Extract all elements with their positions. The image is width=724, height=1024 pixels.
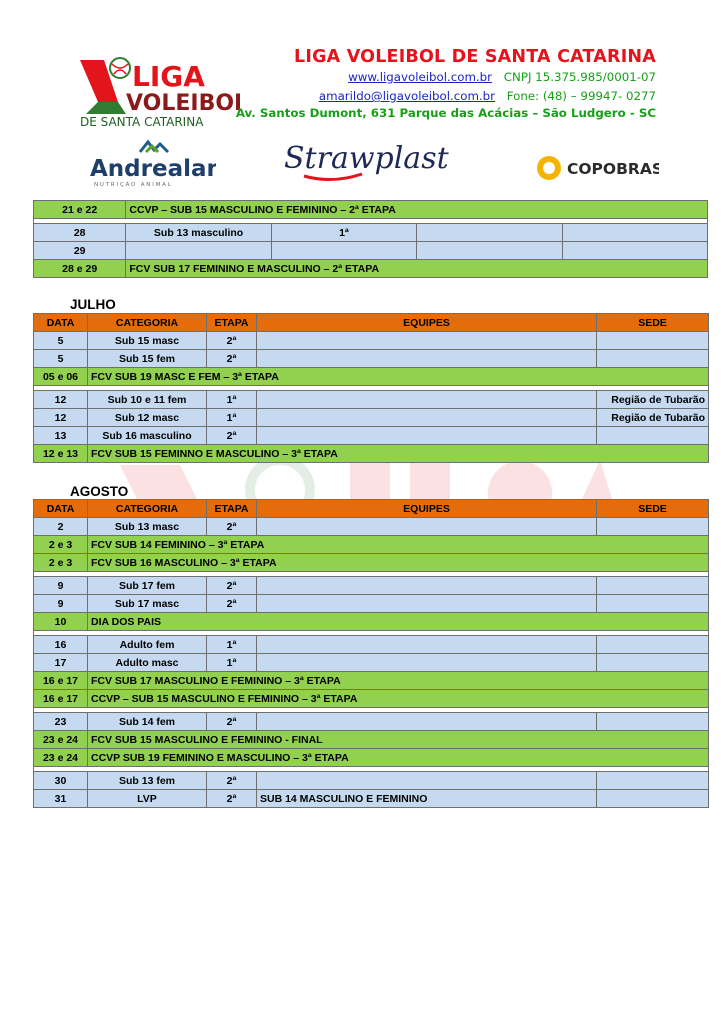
etapa-cell: 2ª [207,332,257,350]
teams-cell [257,636,597,654]
table-row [34,391,709,409]
date-cell: 2 e 3 [34,536,88,554]
sede-cell [597,595,709,613]
date-cell: 28 [34,224,126,242]
etapa-cell: 2ª [207,350,257,368]
teams-cell [257,713,597,731]
table-row [34,350,709,368]
category-cell: Sub 10 e 11 fem [88,391,207,409]
column-header-categoria: CATEGORIA [88,500,207,518]
event-cell: CCVP SUB 19 FEMININO E MASCULINO – 3ª ETAPA [88,749,709,767]
event-row [34,613,709,631]
teams-cell [257,654,597,672]
category-cell: Sub 17 masc [88,595,207,613]
table-row [34,713,709,731]
date-cell: 9 [34,577,88,595]
date-cell: 23 e 24 [34,731,88,749]
date-cell: 10 [34,613,88,631]
event-cell: FCV SUB 19 MASC E FEM – 3ª ETAPA [88,368,709,386]
column-header-equipes: EQUIPES [257,500,597,518]
schedule-table-junho [33,200,708,278]
event-cell: FCV SUB 16 MASCULINO – 3ª ETAPA [88,554,709,572]
table-row [34,518,709,536]
event-row [34,672,709,690]
org-address: Av. Santos Dumont, 631 Parque das Acácias – São Ludgero - SC [235,106,656,120]
sede-cell [562,242,707,260]
event-row [34,201,708,219]
sede-cell [597,350,709,368]
date-cell: 2 e 3 [34,554,88,572]
teams-cell [257,427,597,445]
logo-line3: DE SANTA CATARINA [80,115,204,129]
etapa-cell: 1ª [207,409,257,427]
logo-line1: LIGA [132,60,205,93]
category-cell: Sub 17 fem [88,577,207,595]
sede-cell [597,772,709,790]
org-phone: Fone: (48) – 99947- 0277 [506,89,656,103]
andrealan-logo [90,138,216,188]
month-title-agosto: AGOSTO [70,484,129,499]
event-cell: CCVP – SUB 15 MASCULINO E FEMININO – 3ª ETAPA [88,690,709,708]
teams-cell [257,518,597,536]
table-row [34,790,709,808]
sede-cell [597,713,709,731]
table-header-row [34,314,709,332]
etapa-cell: 2ª [207,427,257,445]
table-row [34,242,708,260]
event-cell: FCV SUB 15 FEMINNO E MASCULINO – 3ª ETAPA [88,445,709,463]
event-row [34,445,709,463]
event-cell: FCV SUB 17 MASCULINO E FEMININO – 3ª ETAPA [88,672,709,690]
teams-cell: SUB 14 MASCULINO E FEMININO [257,790,597,808]
table-row [34,332,709,350]
event-cell: CCVP – SUB 15 MASCULINO E FEMININO – 2ª ETAPA [126,201,708,219]
category-cell: Sub 15 masc [88,332,207,350]
table-row [34,409,709,427]
category-cell: Sub 13 masculino [126,224,271,242]
date-cell: 31 [34,790,88,808]
sede-cell [597,332,709,350]
category-cell: Sub 15 fem [88,350,207,368]
etapa-cell: 2ª [207,577,257,595]
andrealan-name: Andrealan [90,156,216,182]
date-cell: 16 e 17 [34,672,88,690]
table-header-row [34,500,709,518]
etapa-cell [271,242,416,260]
email-link[interactable]: amarildo@ligavoleibol.com.br [318,89,496,103]
date-cell: 29 [34,242,126,260]
table-row [34,772,709,790]
teams-cell [257,391,597,409]
column-header-etapa: ETAPA [207,500,257,518]
sede-cell [597,654,709,672]
category-cell: Adulto fem [88,636,207,654]
teams-cell [417,224,562,242]
copobras-logo [535,152,659,184]
column-header-etapa: ETAPA [207,314,257,332]
event-row [34,554,709,572]
column-header-data: DATA [34,500,88,518]
table-row [34,636,709,654]
org-info [236,46,656,120]
column-header-data: DATA [34,314,88,332]
sede-cell [597,518,709,536]
category-cell: Sub 16 masculino [88,427,207,445]
sede-cell: Região de Tubarão [597,409,709,427]
date-cell: 05 e 06 [34,368,88,386]
event-row [34,690,709,708]
category-cell: Sub 14 fem [88,713,207,731]
strawplast-logo [282,140,462,186]
teams-cell [257,595,597,613]
org-name: LIGA VOLEIBOL DE SANTA CATARINA [294,47,656,67]
org-cnpj: CNPJ 15.375.985/0001-07 [503,70,656,84]
date-cell: 23 e 24 [34,749,88,767]
strawplast-name: Strawplast [284,141,449,176]
teams-cell [257,332,597,350]
category-cell [126,242,271,260]
event-row [34,749,709,767]
sede-cell [597,427,709,445]
date-cell: 13 [34,427,88,445]
column-header-sede: SEDE [597,500,709,518]
date-cell: 16 [34,636,88,654]
etapa-cell: 2ª [207,518,257,536]
sede-cell [597,790,709,808]
date-cell: 5 [34,332,88,350]
date-cell: 12 [34,391,88,409]
andrealan-tagline: NUTRIÇÃO ANIMAL [94,182,173,188]
teams-cell [257,409,597,427]
event-cell: FCV SUB 14 FEMININO – 3ª ETAPA [88,536,709,554]
date-cell: 16 e 17 [34,690,88,708]
schedule-table-agosto [33,499,709,808]
sede-cell [597,577,709,595]
etapa-cell: 2ª [207,595,257,613]
sede-cell [562,224,707,242]
event-cell: FCV SUB 17 FEMININO E MASCULINO – 2ª ETAPA [126,260,708,278]
date-cell: 17 [34,654,88,672]
table-row [34,427,709,445]
teams-cell [417,242,562,260]
category-cell: Sub 13 masc [88,518,207,536]
date-cell: 9 [34,595,88,613]
event-cell: FCV SUB 15 MASCULINO E FEMININO - FINAL [88,731,709,749]
column-header-equipes: EQUIPES [257,314,597,332]
table-row [34,654,709,672]
date-cell: 23 [34,713,88,731]
liga-logo [74,52,240,130]
event-row [34,731,709,749]
logo-line2: VOLEIBOL [126,91,240,116]
etapa-cell: 1ª [207,636,257,654]
org-website-line [236,68,656,87]
etapa-cell: 1ª [207,391,257,409]
sede-cell [597,636,709,654]
date-cell: 2 [34,518,88,536]
category-cell: Sub 12 masc [88,409,207,427]
etapa-cell: 1ª [207,654,257,672]
date-cell: 21 e 22 [34,201,126,219]
teams-cell [257,577,597,595]
website-link[interactable]: www.ligavoleibol.com.br [348,70,493,84]
etapa-cell: 1ª [271,224,416,242]
category-cell: Adulto masc [88,654,207,672]
table-row [34,595,709,613]
table-row [34,577,709,595]
column-header-sede: SEDE [597,314,709,332]
table-row [34,224,708,242]
date-cell: 28 e 29 [34,260,126,278]
event-cell: DIA DOS PAIS [88,613,709,631]
category-cell: LVP [88,790,207,808]
event-row [34,536,709,554]
teams-cell [257,772,597,790]
column-header-categoria: CATEGORIA [88,314,207,332]
schedule-table-julho [33,313,709,463]
etapa-cell: 2ª [207,790,257,808]
event-row [34,368,709,386]
date-cell: 30 [34,772,88,790]
etapa-cell: 2ª [207,713,257,731]
teams-cell [257,350,597,368]
org-email-line [236,87,656,106]
event-row [34,260,708,278]
date-cell: 5 [34,350,88,368]
copobras-name: COPOBRAS [567,160,659,178]
date-cell: 12 e 13 [34,445,88,463]
date-cell: 12 [34,409,88,427]
category-cell: Sub 13 fem [88,772,207,790]
month-title-julho: JULHO [70,297,116,312]
sede-cell: Região de Tubarão [597,391,709,409]
etapa-cell: 2ª [207,772,257,790]
